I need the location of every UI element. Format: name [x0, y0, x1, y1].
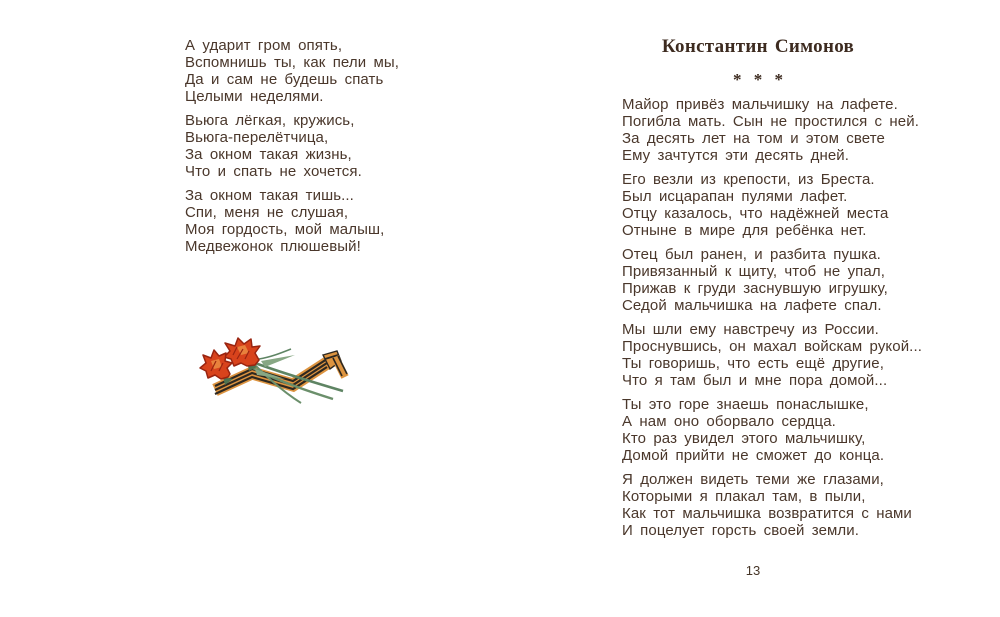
page-number: 13: [745, 563, 761, 578]
poem-stanza: [622, 396, 922, 464]
left-poem: [185, 37, 399, 262]
author-title: Константин Симонов: [661, 36, 855, 57]
poem-line: Вьюга-перелётчица,: [185, 129, 329, 146]
poem-line: Ему зачтутся эти десять дней.: [622, 147, 850, 164]
poem-stanza: [622, 246, 922, 314]
poem-line: Как тот мальчишка возвратится с нами: [622, 505, 912, 522]
poem-line: Отец был ранен, и разбита пушка.: [622, 246, 881, 263]
poem-stanza: [185, 112, 399, 180]
poem-line: За десять лет на том и этом свете: [622, 130, 885, 147]
poem-line: Был исцарапан пулями лафет.: [622, 188, 848, 205]
poem-line: Которыми я плакал там, в пыли,: [622, 488, 866, 505]
poem-line: А нам оно оборвало сердца.: [622, 413, 836, 430]
poem-line: Проснувшись, он махал войскам рукой...: [622, 338, 922, 355]
poem-stanza: [622, 171, 922, 239]
poem-line: Что я там был и мне пора домой...: [622, 372, 888, 389]
right-poem: [622, 96, 922, 546]
poem-stanza: [185, 187, 399, 255]
poem-line: Моя гордость, мой малыш,: [185, 221, 385, 238]
poem-line: Привязанный к щиту, чтоб не упал,: [622, 263, 885, 280]
poem-line: Что и спать не хочется.: [185, 163, 362, 180]
poem-line: Кто раз увидел этого мальчишку,: [622, 430, 866, 447]
poem-stanza: [622, 471, 922, 539]
poem-line: Вспомнишь ты, как пели мы,: [185, 54, 400, 71]
poem-line: Да и сам не будешь спать: [185, 71, 384, 88]
poem-line: Отныне в мире для ребёнка нет.: [622, 222, 867, 239]
poem-line: И поцелует горсть своей земли.: [622, 522, 860, 539]
poem-line: Спи, меня не слушая,: [185, 204, 349, 221]
poem-line: Майор привёз мальчишку на лафете.: [622, 96, 898, 113]
poem-line: Седой мальчишка на лафете спал.: [622, 297, 882, 314]
poem-separator: * * *: [733, 70, 783, 89]
poem-line: Прижав к груди заснувшую игрушку,: [622, 280, 888, 297]
poem-line: Отцу казалось, что надёжней места: [622, 205, 889, 222]
poem-line: Я должен видеть теми же глазами,: [622, 471, 884, 488]
poem-line: Мы шли ему навстречу из России.: [622, 321, 879, 338]
poem-stanza: [622, 96, 922, 164]
poem-line: Домой прийти не сможет до конца.: [622, 447, 885, 464]
poem-line: Погибла мать. Сын не простился с ней.: [622, 113, 919, 130]
carnations-ribbon-illustration: [197, 337, 349, 413]
poem-line: Ты говоришь, что есть ещё другие,: [622, 355, 884, 372]
poem-stanza: [185, 37, 399, 105]
poem-stanza: [622, 321, 922, 389]
poem-line: За окном такая тишь...: [185, 187, 354, 204]
poem-line: Ты это горе знаешь понаслышке,: [622, 396, 869, 413]
poem-line: Его везли из крепости, из Бреста.: [622, 171, 875, 188]
poem-line: А ударит гром опять,: [185, 37, 343, 54]
poem-line: Вьюга лёгкая, кружись,: [185, 112, 355, 129]
poem-line: Целыми неделями.: [185, 88, 324, 105]
poem-line: Медвежонок плюшевый!: [185, 238, 361, 255]
poem-line: За окном такая жизнь,: [185, 146, 352, 163]
